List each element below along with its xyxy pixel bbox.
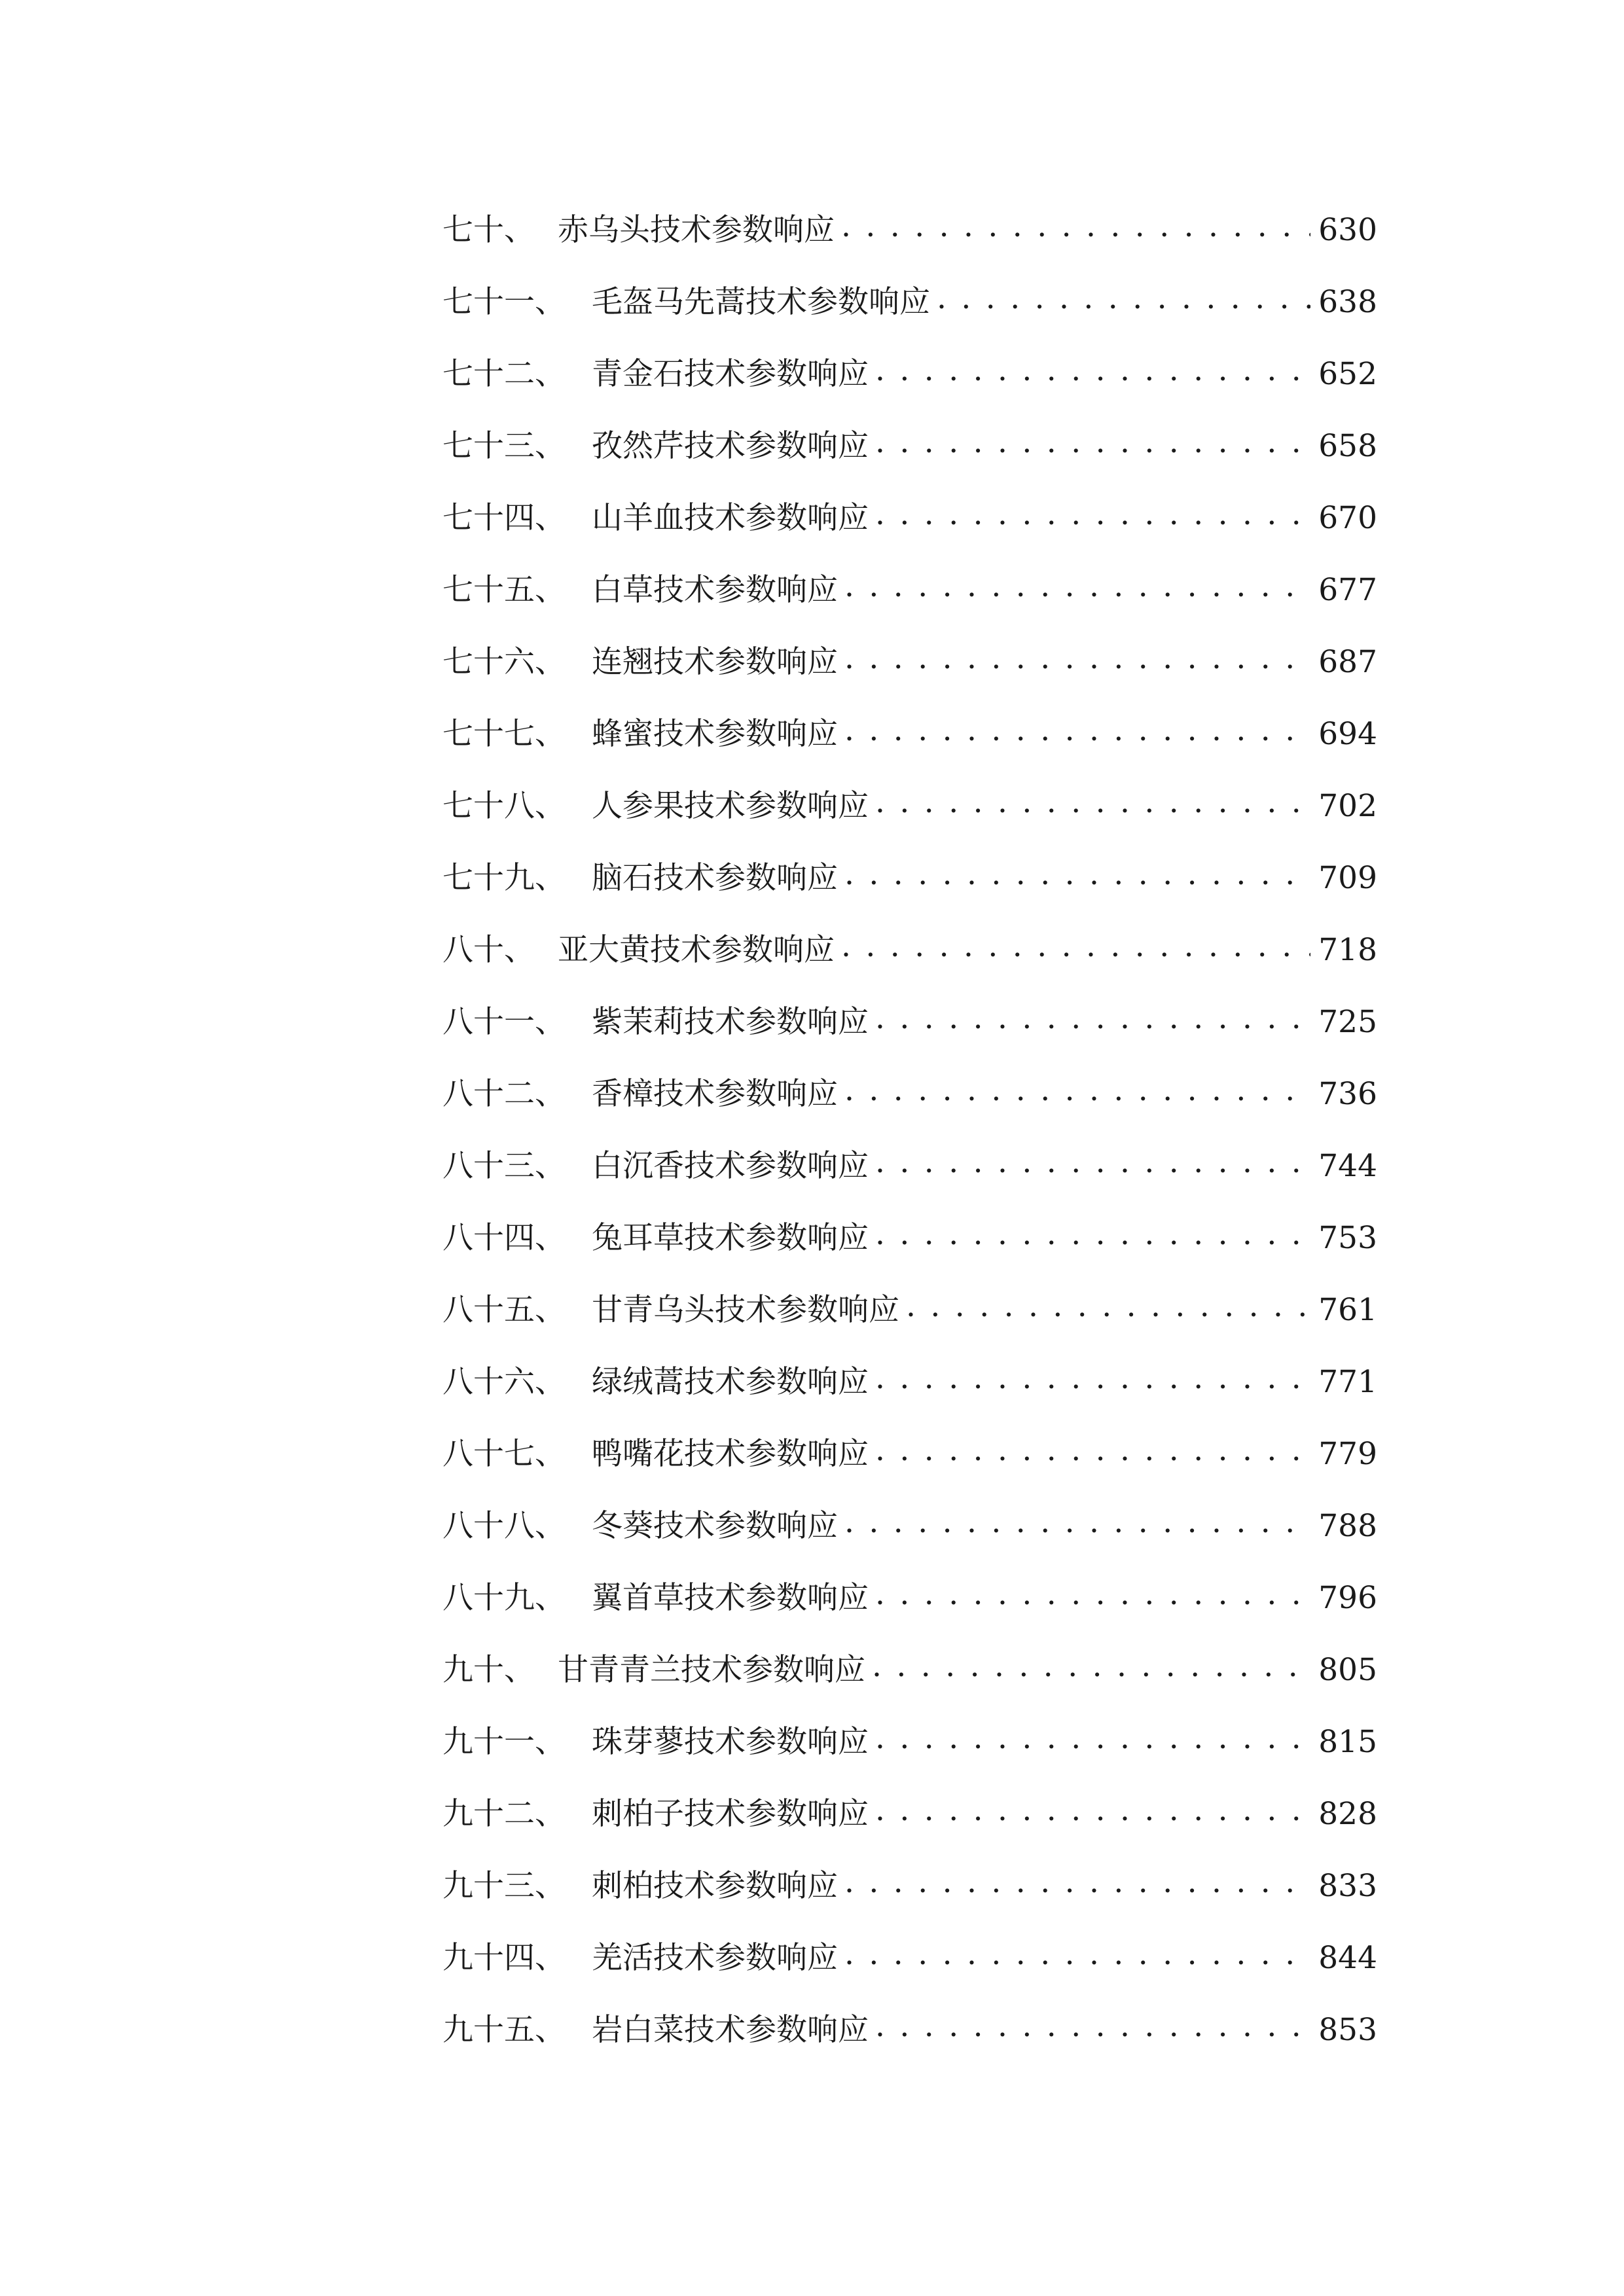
toc-entry-title: 岩白菜技术参数响应 <box>592 2011 869 2048</box>
dot-leader <box>844 1871 1310 1901</box>
toc-entry[interactable] <box>442 1274 1377 1346</box>
toc-entry-title: 紫茉莉技术参数响应 <box>592 1003 869 1040</box>
toc-entry-page: 677 <box>1318 571 1377 608</box>
toc-entry-title: 亚大黄技术参数响应 <box>558 931 835 968</box>
toc-entry-title: 青金石技术参数响应 <box>592 355 869 392</box>
dot-leader <box>937 287 1310 317</box>
toc-entry[interactable] <box>442 1850 1377 1922</box>
dot-leader <box>906 1295 1310 1325</box>
toc-entry-number: 八十、 <box>442 931 535 968</box>
toc-entry-title: 羌活技术参数响应 <box>592 1939 838 1976</box>
toc-entry-number: 七十一、 <box>442 283 566 320</box>
toc-entry-title: 脑石技术参数响应 <box>592 859 838 896</box>
dot-leader <box>844 1511 1310 1541</box>
toc-entry-title: 刺柏技术参数响应 <box>592 1867 838 1904</box>
toc-entry-number: 八十二、 <box>442 1075 566 1112</box>
toc-entry[interactable] <box>442 266 1377 338</box>
toc-entry-number: 七十六、 <box>442 643 566 680</box>
toc-entry-page: 853 <box>1318 2011 1377 2048</box>
toc-entry-number: 八十八、 <box>442 1507 566 1544</box>
toc-entry-page: 796 <box>1318 1579 1377 1616</box>
toc-entry-page: 761 <box>1318 1291 1377 1328</box>
toc-entry-page: 725 <box>1318 1003 1377 1040</box>
toc-entry[interactable] <box>442 1634 1377 1706</box>
toc-entry-title: 翼首草技术参数响应 <box>592 1579 869 1616</box>
dot-leader <box>844 863 1310 893</box>
toc-entry-number: 九十一、 <box>442 1723 566 1760</box>
dot-leader <box>875 1799 1310 1829</box>
dot-leader <box>841 935 1310 965</box>
toc-entry-page: 709 <box>1318 859 1377 896</box>
toc-entry-number: 七十九、 <box>442 859 566 896</box>
toc-entry-title: 连翘技术参数响应 <box>592 643 838 680</box>
toc-entry-title: 白沉香技术参数响应 <box>592 1147 869 1184</box>
toc-entry[interactable] <box>442 986 1377 1058</box>
toc-entry-number: 七十三、 <box>442 427 566 464</box>
toc-entry[interactable] <box>442 194 1377 266</box>
toc-entry-page: 670 <box>1318 499 1377 536</box>
toc-entry-number: 八十一、 <box>442 1003 566 1040</box>
toc-entry-title: 蜂蜜技术参数响应 <box>592 715 838 752</box>
toc-entry[interactable] <box>442 482 1377 554</box>
toc-entry-title: 珠芽蓼技术参数响应 <box>592 1723 869 1760</box>
dot-leader <box>875 1439 1310 1469</box>
toc-entry-title: 冬葵技术参数响应 <box>592 1507 838 1544</box>
toc-entry-title: 香樟技术参数响应 <box>592 1075 838 1112</box>
dot-leader <box>875 1223 1310 1253</box>
toc-entry-page: 788 <box>1318 1507 1377 1544</box>
toc-entry[interactable] <box>442 1346 1377 1418</box>
dot-leader <box>844 1943 1310 1973</box>
toc-entry-page: 753 <box>1318 1219 1377 1256</box>
toc-entry[interactable] <box>442 626 1377 698</box>
dot-leader <box>875 1583 1310 1613</box>
toc-entry-number: 九十、 <box>442 1651 535 1688</box>
toc-entry-number: 九十四、 <box>442 1939 566 1976</box>
toc-entry-number: 九十三、 <box>442 1867 566 1904</box>
toc-entry[interactable] <box>442 698 1377 770</box>
toc-entry-page: 833 <box>1318 1867 1377 1904</box>
toc-entry-number: 八十三、 <box>442 1147 566 1184</box>
toc-entry-title: 山羊血技术参数响应 <box>592 499 869 536</box>
toc-entry-page: 630 <box>1318 211 1377 248</box>
dot-leader <box>875 2015 1310 2045</box>
dot-leader <box>844 575 1310 605</box>
toc-entry-title: 绿绒蒿技术参数响应 <box>592 1363 869 1400</box>
toc-entry-page: 779 <box>1318 1435 1377 1472</box>
toc-entry[interactable] <box>442 914 1377 986</box>
toc-entry-page: 736 <box>1318 1075 1377 1112</box>
toc-entry-number: 七十二、 <box>442 355 566 392</box>
dot-leader <box>872 1655 1310 1685</box>
toc-entry-page: 718 <box>1318 931 1377 968</box>
toc-entry-title: 甘青青兰技术参数响应 <box>558 1651 865 1688</box>
toc-entry-number: 八十七、 <box>442 1435 566 1472</box>
toc-entry-page: 744 <box>1318 1147 1377 1184</box>
toc-entry[interactable] <box>442 1706 1377 1778</box>
toc-entry-page: 687 <box>1318 643 1377 680</box>
toc-entry[interactable] <box>442 1922 1377 1994</box>
table-of-contents <box>442 194 1377 2066</box>
toc-entry[interactable] <box>442 1490 1377 1562</box>
toc-entry-number: 九十五、 <box>442 2011 566 2048</box>
toc-entry-page: 658 <box>1318 427 1377 464</box>
toc-entry[interactable] <box>442 1202 1377 1274</box>
toc-entry[interactable] <box>442 770 1377 842</box>
toc-entry-page: 828 <box>1318 1795 1377 1832</box>
dot-leader <box>875 1007 1310 1037</box>
toc-entry-page: 638 <box>1318 283 1377 320</box>
toc-entry-number: 八十六、 <box>442 1363 566 1400</box>
toc-entry-title: 人参果技术参数响应 <box>592 787 869 824</box>
toc-entry-number: 八十四、 <box>442 1219 566 1256</box>
dot-leader <box>875 431 1310 461</box>
toc-entry-number: 七十五、 <box>442 571 566 608</box>
toc-entry-title: 赤乌头技术参数响应 <box>558 211 835 248</box>
dot-leader <box>875 503 1310 533</box>
toc-entry-number: 九十二、 <box>442 1795 566 1832</box>
toc-entry-number: 七十、 <box>442 211 535 248</box>
dot-leader <box>844 647 1310 677</box>
toc-entry-number: 七十八、 <box>442 787 566 824</box>
dot-leader <box>844 1079 1310 1109</box>
toc-entry-title: 鸭嘴花技术参数响应 <box>592 1435 869 1472</box>
toc-entry-number: 八十九、 <box>442 1579 566 1616</box>
dot-leader <box>875 1151 1310 1181</box>
toc-entry-title: 孜然芹技术参数响应 <box>592 427 869 464</box>
toc-entry-title: 甘青乌头技术参数响应 <box>592 1291 899 1328</box>
toc-entry-number: 八十五、 <box>442 1291 566 1328</box>
toc-entry[interactable] <box>442 1058 1377 1130</box>
toc-entry-title: 刺柏子技术参数响应 <box>592 1795 869 1832</box>
dot-leader <box>875 1367 1310 1397</box>
toc-entry-page: 815 <box>1318 1723 1377 1760</box>
toc-entry[interactable] <box>442 1778 1377 1850</box>
dot-leader <box>875 1727 1310 1757</box>
toc-entry[interactable] <box>442 1418 1377 1490</box>
toc-entry-title: 兔耳草技术参数响应 <box>592 1219 869 1256</box>
toc-entry-page: 702 <box>1318 787 1377 824</box>
toc-entry-number: 七十七、 <box>442 715 566 752</box>
toc-entry-title: 白草技术参数响应 <box>592 571 838 608</box>
toc-entry[interactable] <box>442 1562 1377 1634</box>
dot-leader <box>844 719 1310 749</box>
toc-entry-number: 七十四、 <box>442 499 566 536</box>
dot-leader <box>875 791 1310 821</box>
toc-entry[interactable] <box>442 1994 1377 2066</box>
toc-entry-page: 771 <box>1318 1363 1377 1400</box>
toc-entry[interactable] <box>442 1130 1377 1202</box>
toc-entry-page: 805 <box>1318 1651 1377 1688</box>
toc-entry-page: 694 <box>1318 715 1377 752</box>
toc-entry[interactable] <box>442 338 1377 410</box>
dot-leader <box>875 359 1310 389</box>
toc-entry[interactable] <box>442 842 1377 914</box>
toc-entry-page: 652 <box>1318 355 1377 392</box>
toc-entry[interactable] <box>442 554 1377 626</box>
toc-entry-page: 844 <box>1318 1939 1377 1976</box>
toc-entry[interactable] <box>442 410 1377 482</box>
dot-leader <box>841 215 1310 245</box>
toc-entry-title: 毛盔马先蒿技术参数响应 <box>592 283 930 320</box>
